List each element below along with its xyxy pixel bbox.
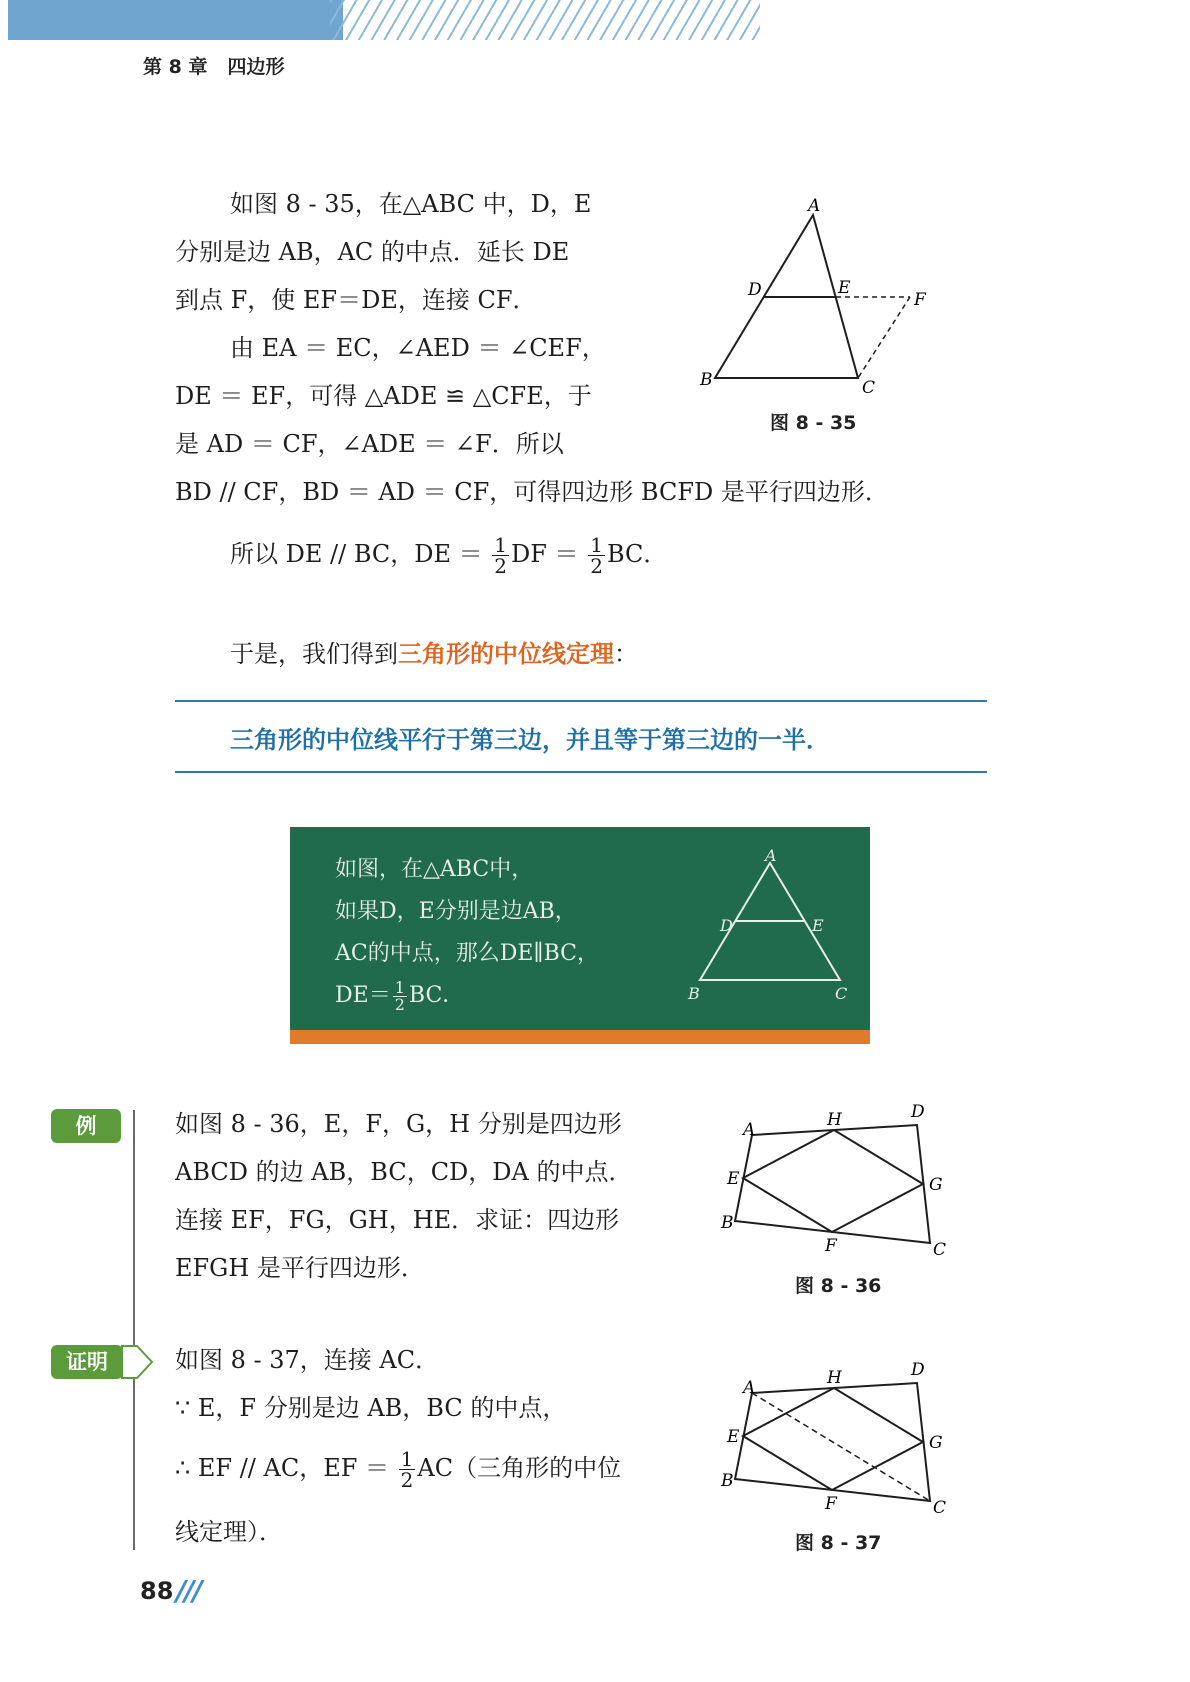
fraction-numerator: 1 bbox=[394, 977, 405, 997]
chalkboard bbox=[290, 827, 870, 1044]
conclusion-part-a: 所以 DE // BC，DE ＝ bbox=[230, 540, 483, 568]
example-line-2: ABCD 的边 AB，BC，CD，DA 的中点． bbox=[175, 1158, 633, 1186]
chapter-title: 四边形 bbox=[227, 56, 285, 78]
point-label-b: B bbox=[721, 1471, 734, 1491]
intro-line-1: 如图 8 - 35，在△ABC 中，D，E bbox=[230, 190, 592, 218]
quadrilateral-efgh bbox=[743, 1130, 923, 1232]
proof-line-3-a: ∴ EF // AC，EF ＝ bbox=[175, 1454, 389, 1482]
figure-8-37-caption: 图 8 - 37 bbox=[795, 1532, 882, 1554]
chapter-heading bbox=[143, 52, 284, 79]
chalk-label-a: A bbox=[765, 846, 777, 865]
point-label-d: D bbox=[748, 280, 762, 300]
proof-line-3-b: AC（三角形的中位 bbox=[417, 1454, 622, 1482]
example-line-1: 如图 8 - 36，E，F，G，H 分别是四边形 bbox=[175, 1110, 622, 1138]
chalk-label-b: B bbox=[688, 984, 700, 1003]
proof-line-4: 线定理）． bbox=[175, 1518, 283, 1546]
fraction-numerator: 1 bbox=[590, 533, 603, 557]
point-label-a: A bbox=[743, 1378, 756, 1398]
theorem-rule-bottom bbox=[175, 771, 987, 773]
point-label-a: A bbox=[808, 196, 821, 216]
point-label-h: H bbox=[827, 1368, 842, 1388]
lead-suffix: ： bbox=[614, 640, 638, 668]
fraction-numerator: 1 bbox=[494, 533, 508, 557]
theorem-lead bbox=[230, 630, 638, 678]
chalk-label-e: E bbox=[812, 916, 824, 935]
chalk-line-2: 如果D，E分别是边AB， bbox=[335, 899, 577, 924]
segment-cf bbox=[858, 297, 910, 378]
conclusion-part-b: DF ＝ bbox=[511, 540, 579, 568]
intro-conclusion bbox=[230, 530, 667, 578]
chalk-figure-labels bbox=[670, 827, 870, 1044]
proof-line-1: 如图 8 - 37，连接 AC． bbox=[175, 1346, 440, 1374]
fraction-half bbox=[588, 535, 605, 576]
point-label-d: D bbox=[911, 1102, 925, 1122]
point-label-e: E bbox=[838, 278, 851, 298]
arrow-outline bbox=[122, 1346, 152, 1378]
theorem-statement: 三角形的中位线平行于第三边，并且等于第三边的一半． bbox=[230, 726, 830, 754]
chalk-line-3: AC的中点，那么DE∥BC， bbox=[335, 941, 599, 966]
chalk-label-c: C bbox=[835, 984, 848, 1003]
point-label-b: B bbox=[721, 1213, 734, 1233]
theorem-name: 三角形的中位线定理 bbox=[398, 640, 614, 668]
point-label-c: C bbox=[862, 378, 876, 398]
point-label-c: C bbox=[933, 1240, 947, 1260]
point-label-e: E bbox=[727, 1427, 740, 1447]
figure-8-36-caption: 图 8 - 36 bbox=[795, 1275, 882, 1297]
example-line-3: 连接 EF，FG，GH，HE．求证：四边形 bbox=[175, 1206, 620, 1234]
fraction-half bbox=[399, 1449, 416, 1490]
figure-8-36 bbox=[715, 1100, 955, 1265]
point-label-c: C bbox=[933, 1498, 947, 1518]
intro-line-7: BD // CF，BD ＝ AD ＝ CF，可得四边形 BCFD 是平行四边形． bbox=[175, 478, 889, 506]
point-label-e: E bbox=[727, 1169, 740, 1189]
chalk-label-d: D bbox=[720, 916, 733, 935]
proof-line-2: ∵ E，F 分别是边 AB，BC 的中点， bbox=[175, 1394, 567, 1422]
chalk-fraction bbox=[393, 977, 407, 1014]
point-label-f: F bbox=[914, 290, 926, 310]
point-label-a: A bbox=[743, 1120, 756, 1140]
figure-8-35 bbox=[670, 195, 960, 405]
example-tag: 例 bbox=[51, 1109, 121, 1143]
fraction-numerator: 1 bbox=[400, 1447, 414, 1471]
header-band bbox=[8, 0, 343, 40]
example-line-4: EFGH 是平行四边形． bbox=[175, 1254, 425, 1282]
chalk-line-4-b: BC． bbox=[408, 983, 465, 1008]
intro-line-4: 由 EA ＝ EC，∠AED ＝ ∠CEF， bbox=[230, 334, 606, 362]
intro-line-3: 到点 F，使 EF＝DE，连接 CF． bbox=[175, 286, 537, 314]
point-label-g: G bbox=[929, 1175, 943, 1195]
chalkboard-ledge bbox=[290, 1030, 870, 1044]
quadrilateral-abcd bbox=[735, 1125, 930, 1243]
chapter-number: 第 8 章 bbox=[143, 56, 208, 78]
margin-line bbox=[133, 1110, 135, 1550]
chalk-line-1: 如图，在△ABC中， bbox=[335, 857, 534, 882]
theorem-rule-top bbox=[175, 700, 987, 702]
proof-tag-arrow bbox=[121, 1345, 155, 1379]
fraction-denominator: 2 bbox=[400, 1468, 414, 1492]
intro-line-6: 是 AD ＝ CF，∠ADE ＝ ∠F．所以 bbox=[175, 430, 564, 458]
intro-line-2: 分别是边 AB，AC 的中点．延长 DE bbox=[175, 238, 570, 266]
page-number-slashes: /// bbox=[176, 1574, 201, 1607]
figure-8-37 bbox=[715, 1358, 955, 1523]
fraction-denominator: 2 bbox=[394, 994, 405, 1014]
point-label-h: H bbox=[827, 1110, 842, 1130]
point-label-b: B bbox=[700, 370, 713, 390]
point-label-d: D bbox=[911, 1360, 925, 1380]
chalk-line-4-a: DE＝ bbox=[335, 983, 391, 1008]
conclusion-part-c: BC． bbox=[606, 540, 668, 568]
point-label-g: G bbox=[929, 1433, 943, 1453]
chalk-line-4 bbox=[335, 975, 464, 1017]
header-hatch bbox=[330, 0, 760, 40]
proof-line-3 bbox=[175, 1444, 621, 1492]
point-label-f: F bbox=[825, 1494, 837, 1514]
fraction-half bbox=[492, 535, 509, 576]
fraction-denominator: 2 bbox=[590, 554, 603, 578]
lead-prefix: 于是，我们得到 bbox=[230, 640, 398, 668]
figure-8-35-caption: 图 8 - 35 bbox=[770, 412, 857, 434]
proof-tag: 证明 bbox=[51, 1345, 123, 1379]
page-number: 88 bbox=[140, 1577, 174, 1605]
fraction-denominator: 2 bbox=[494, 554, 508, 578]
point-label-f: F bbox=[825, 1236, 837, 1256]
intro-line-5: DE ＝ EF，可得 △ADE ≌ △CFE，于 bbox=[175, 382, 592, 410]
